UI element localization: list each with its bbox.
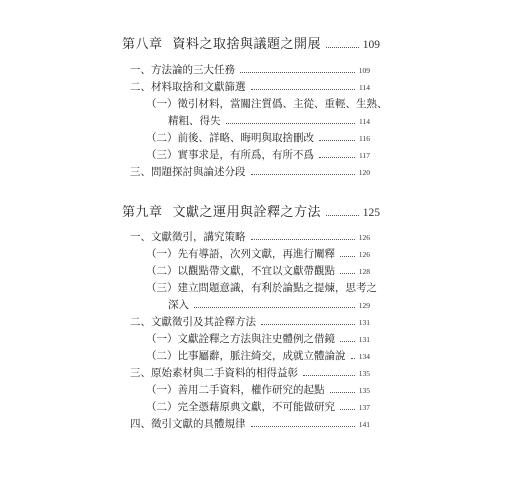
page-number: 129 [358, 301, 370, 310]
page-number: 135 [358, 386, 370, 395]
page-number: 134 [358, 352, 370, 361]
entry-text: 一、方法論的三大任務 [130, 64, 235, 76]
entry-text: （三）實事求是，有所爲，有所不爲 [146, 149, 314, 161]
chapter-number: 第九章 [122, 205, 163, 220]
toc-entry[interactable] [146, 96, 388, 111]
entry-text: 一、文獻徵引，講究策略 [130, 231, 246, 243]
chapter-number: 第八章 [122, 37, 163, 52]
page-number: 131 [358, 335, 370, 344]
toc-entry[interactable] [130, 62, 370, 77]
toc-entry[interactable] [146, 263, 370, 278]
leader-dots [319, 156, 355, 158]
toc-entry[interactable] [146, 331, 370, 346]
leader-dots [194, 306, 355, 308]
entry-text: （二）完全憑藉原典文獻，不可能做研究 [146, 401, 335, 413]
leader-dots [251, 88, 356, 90]
leader-dots [326, 214, 359, 216]
leader-dots [303, 374, 355, 376]
toc-entry[interactable] [146, 246, 370, 261]
chapter-title: 資料之取捨與議題之開展 [172, 37, 322, 52]
page-number: 116 [359, 134, 370, 143]
toc-entry[interactable] [146, 130, 370, 145]
leader-dots [326, 46, 359, 48]
toc-entry[interactable] [130, 314, 370, 329]
leader-dots [226, 122, 356, 124]
entry-text: （一）先有導語，次列文獻，再進行闡釋 [146, 248, 335, 260]
chapter-8-heading[interactable] [122, 33, 380, 52]
toc-entry[interactable] [130, 164, 370, 179]
entry-text: （一）徵引材料，當關注質僞、主從、重輕、生熟、 [146, 98, 388, 110]
page-number: 109 [358, 66, 370, 75]
entry-text: 深入 [168, 299, 189, 311]
page-number: 109 [362, 39, 380, 51]
entry-text: （二）以觀點帶文獻，不宜以文獻帶觀點 [146, 265, 335, 277]
toc-entry[interactable] [130, 365, 370, 380]
entry-text: （二）比事屬辭，脈注綺交，成就立體論說 [146, 350, 346, 362]
chapter-9-heading[interactable] [122, 201, 380, 220]
toc-entry[interactable] [130, 416, 370, 431]
page-number: 141 [358, 420, 370, 429]
toc-entry[interactable] [146, 382, 370, 397]
page-number: 137 [358, 403, 370, 412]
page-number: 135 [358, 369, 370, 378]
toc-entry[interactable] [146, 280, 377, 295]
toc-entry[interactable] [146, 399, 370, 414]
leader-dots [340, 408, 355, 410]
page-number: 125 [362, 207, 380, 219]
page-number: 120 [358, 168, 370, 177]
entry-text: 三、原始素材與二手資料的相得益彰 [130, 367, 298, 379]
toc-entry-continuation[interactable] [168, 113, 370, 128]
page-number: 117 [359, 151, 370, 160]
page-number: 114 [359, 83, 370, 92]
page-number: 126 [358, 250, 370, 259]
leader-dots [340, 272, 355, 274]
leader-dots [319, 139, 355, 141]
leader-dots [251, 173, 355, 175]
toc-entry[interactable] [130, 229, 370, 244]
toc-entry[interactable] [146, 348, 370, 363]
entry-text: 二、文獻徵引及其詮釋方法 [130, 316, 256, 328]
leader-dots [340, 340, 355, 342]
page-number: 131 [358, 318, 370, 327]
leader-dots [261, 323, 355, 325]
entry-text: 二、材料取捨和文獻篩選 [130, 81, 246, 93]
entry-text: 三、問題探討與論述分段 [130, 166, 246, 178]
leader-dots [330, 391, 355, 393]
entry-text: 精粗、得失 [168, 115, 221, 127]
page-number: 126 [358, 233, 370, 242]
toc-entry-continuation[interactable] [168, 297, 370, 312]
toc-entry[interactable] [130, 79, 370, 94]
entry-text: （二）前後、詳略、晦明與取捨刪改 [146, 132, 314, 144]
leader-dots [351, 357, 355, 359]
leader-dots [251, 425, 355, 427]
leader-dots [340, 255, 355, 257]
entry-text: 四、徵引文獻的具體規律 [130, 418, 246, 430]
leader-dots [251, 238, 355, 240]
chapter-title: 文獻之運用與詮釋之方法 [172, 205, 322, 220]
leader-dots [240, 71, 355, 73]
page-number: 114 [359, 117, 370, 126]
toc-entry[interactable] [146, 147, 370, 162]
entry-text: （一）善用二手資料，權作研究的起點 [146, 384, 325, 396]
page-number: 128 [358, 267, 370, 276]
entry-text: （三）建立問題意識，有利於論點之提煉，思考之 [146, 282, 377, 294]
entry-text: （一）文獻詮釋之方法與注史體例之借鏡 [146, 333, 335, 345]
